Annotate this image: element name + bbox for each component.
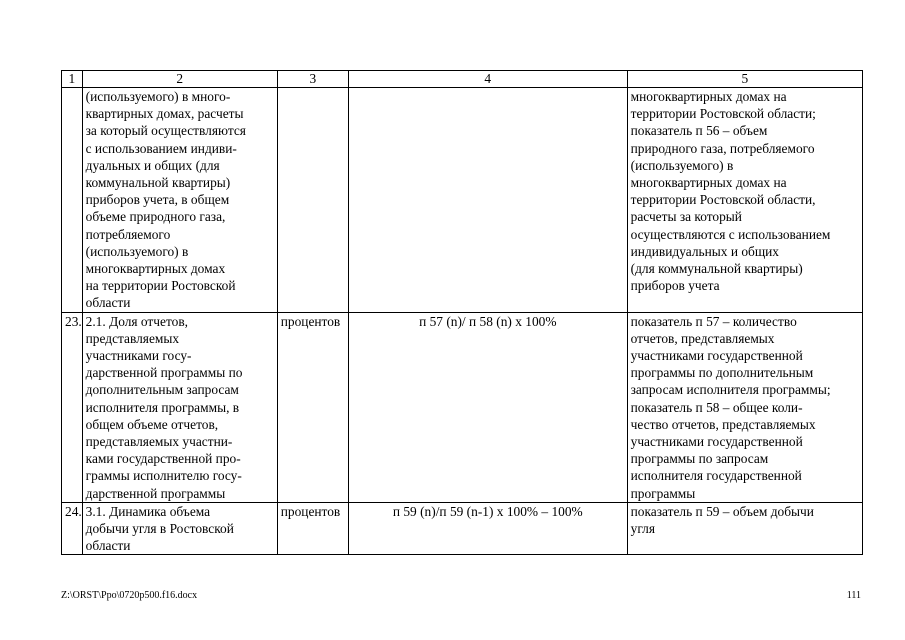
indicator-name-line: за который осуществляются (85, 123, 246, 139)
indicator-name-line: многоквартирных домах (85, 261, 226, 277)
indicator-name-line: 2.1. Доля отчетов, (85, 313, 189, 329)
description-line: участниками государственной (630, 434, 803, 450)
indicator-name-line: дарственной программы (85, 485, 226, 501)
indicator-name-line: участниками госу- (85, 348, 192, 364)
description-line: территории Ростовской области; (630, 106, 816, 122)
indicator-name-line: коммунальной квартиры) (85, 175, 231, 191)
indicator-name-line: потребляемого (85, 226, 171, 242)
table-header-row (62, 71, 863, 88)
description-line: запросам исполнителя программы; (630, 382, 831, 398)
description-line: индивидуальных и общих (630, 243, 780, 259)
column-header: 5 (627, 71, 862, 88)
description-line: исполнителя государственной (630, 468, 802, 484)
column-header: 3 (277, 71, 348, 88)
description-line: показатель п 56 – объем (630, 123, 768, 139)
description-cell (627, 88, 862, 313)
row-number (62, 88, 83, 313)
footer-file-path: Z:\ORST\Ppo\0720p500.f16.docx (61, 590, 198, 601)
description-line: показатель п 58 – общее коли- (630, 399, 803, 415)
indicator-name-line: приборов учета, в общем (85, 192, 230, 208)
column-header: 4 (348, 71, 627, 88)
indicator-name-line: граммы исполнителю госу- (85, 468, 242, 484)
column-header: 1 (62, 71, 83, 88)
formula-cell (348, 88, 627, 313)
description-line: осуществляются с использованием (630, 226, 831, 242)
row-number: 24. (62, 502, 83, 555)
unit-cell: процентов (277, 502, 348, 555)
indicator-name-line: представляемых участни- (85, 434, 233, 450)
indicator-name-line: дарственной программы по (85, 365, 243, 381)
description-line: показатель п 59 – объем добычи (630, 503, 814, 519)
column-header: 2 (82, 71, 277, 88)
description-line: программы по запросам (630, 451, 769, 467)
indicator-name-cell (82, 312, 277, 502)
description-line: отчетов, представляемых (630, 330, 775, 346)
table-row (62, 88, 863, 313)
description-line: программы (630, 485, 696, 501)
description-line: (для коммунальной квартиры) (630, 261, 803, 277)
description-line: приборов учета (630, 278, 720, 294)
indicator-name-line: объеме природного газа, (85, 209, 226, 225)
description-line: территории Ростовской области, (630, 192, 816, 208)
page-number: 111 (846, 590, 861, 601)
indicator-name-line: представляемых (85, 330, 180, 346)
unit-cell (277, 88, 348, 313)
description-line: многоквартирных домах на (630, 175, 787, 191)
indicator-name-line: добычи угля в Ростовской (85, 521, 234, 537)
description-cell (627, 312, 862, 502)
row-number: 23. (62, 312, 83, 502)
indicator-name-line: дуальных и общих (для (85, 157, 220, 173)
table-body (62, 88, 863, 555)
formula-cell: п 59 (n)/п 59 (n-1) x 100% – 100% (348, 502, 627, 555)
description-line: (используемого) в (630, 157, 734, 173)
indicator-name-cell (82, 88, 277, 313)
description-cell (627, 502, 862, 555)
description-line: природного газа, потребляемого (630, 140, 815, 156)
description-line: многоквартирных домах на (630, 89, 787, 104)
indicator-name-line: области (85, 538, 131, 554)
formula-cell: п 57 (n)/ п 58 (n) x 100% (348, 312, 627, 502)
description-line: чество отчетов, представляемых (630, 416, 816, 432)
indicator-name-line: на территории Ростовской (85, 278, 236, 294)
indicator-name-line: исполнителя программы, в (85, 399, 240, 415)
indicator-name-line: с использованием индиви- (85, 140, 237, 156)
description-line: показатель п 57 – количество (630, 313, 797, 329)
unit-cell: процентов (277, 312, 348, 502)
indicator-name-line: ками государственной про- (85, 451, 241, 467)
indicator-table (61, 70, 863, 555)
indicator-name-cell (82, 502, 277, 555)
indicator-name-line: (используемого) в много- (85, 89, 231, 104)
table-row (62, 502, 863, 555)
indicator-name-line: квартирных домах, расчеты (85, 106, 244, 122)
indicator-name-line: общем объеме отчетов, (85, 416, 219, 432)
table-row (62, 312, 863, 502)
indicator-name-line: области (85, 295, 131, 311)
description-line: расчеты за который (630, 209, 742, 225)
indicator-name-line: дополнительным запросам (85, 382, 239, 398)
description-line: угля (630, 521, 655, 537)
indicator-name-line: 3.1. Динамика объема (85, 503, 211, 519)
description-line: участниками государственной (630, 348, 803, 364)
description-line: программы по дополнительным (630, 365, 814, 381)
indicator-name-line: (используемого) в (85, 243, 189, 259)
